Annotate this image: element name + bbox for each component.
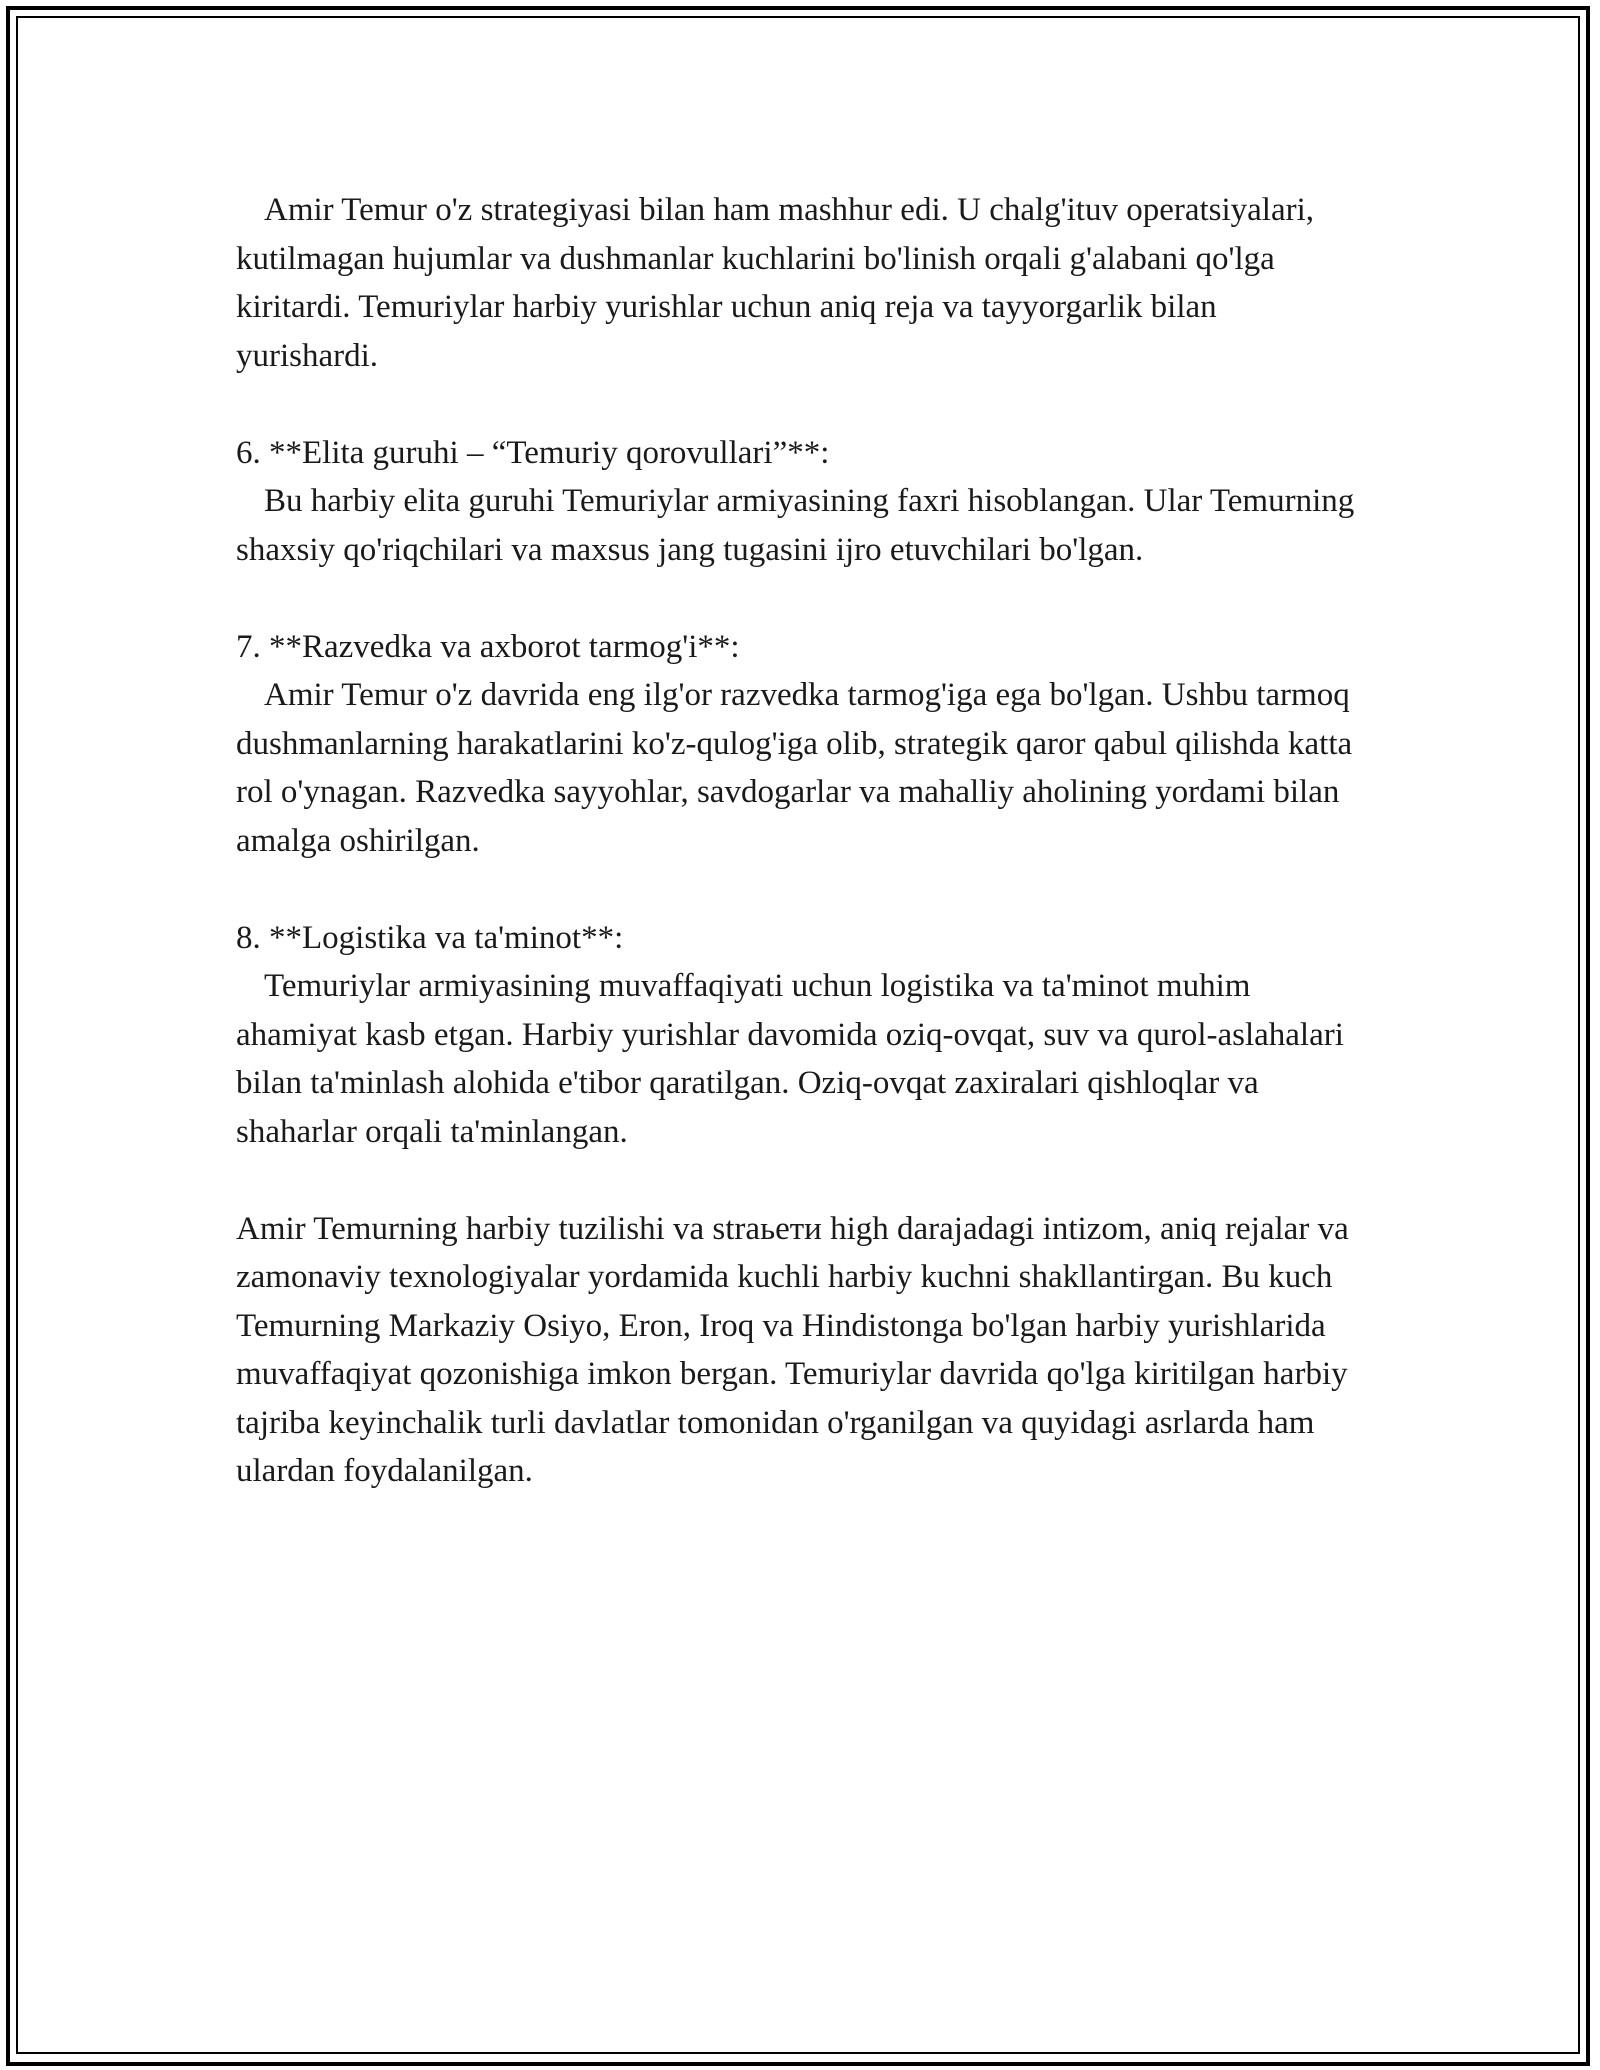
conclusion-paragraph: Amir Temurning harbiy tuzilishi va straьети high darajadagi intizom, aniq rejalar va zamonaviy texnologiyalar yordamida kuchli harbiy kuchni shakllantirgan. Bu kuch Temurning Markaziy Osiyo, Eron, Iroq va Hindistonga bo'lgan harbiy yurishlarida muvaffaqiyat qozonishiga imkon bergan. Temuriylar davrida qo'lga kiritilgan harbiy tajriba keyinchalik turli davlatlar tomonidan o'rganilgan va quyidagi asrlarda ham ulardan foydalanilgan.: [236, 1210, 1357, 1489]
section-heading-6: 6. **Elita guruhi – “Temuriy qorovullari”**:: [236, 434, 830, 471]
spacer: [236, 865, 1366, 914]
section-heading-7: 7. **Razvedka va axborot tarmog'i**:: [236, 628, 740, 665]
section-body-7: Amir Temur o'z davrida eng ilg'or razvedka tarmog'iga ega bo'lgan. Ushbu tarmoq dushmanlarning harakatlarini ko'z-qulog'iga olib, strategik qaror qabul qilishda katta rol o'ynagan. Razvedka sayyohlar, savdogarlar va mahalliy aholining yordami bilan amalga oshirilgan.: [236, 677, 1361, 859]
spacer: [236, 574, 1366, 623]
section-body-6: Bu harbiy elita guruhi Temuriylar armiyasining faxri hisoblangan. Ular Temurning shaxsiy qo'riqchilari va maxsus jang tugasini ijro etuvchilari bo'lgan.: [236, 483, 1363, 568]
spacer: [236, 1156, 1366, 1205]
intro-paragraph: Amir Temur o'z strategiyasi bilan ham mashhur edi. U chalg'ituv operatsiyalari, kutilmagan hujumlar va dushmanlar kuchlarini bo'linish orqali g'alabani qo'lga kiritardi. Temuriylar harbiy yurishlar uchun aniq reja va tayyorgarlik bilan yurishardi.: [236, 192, 1323, 374]
section-body-8: Temuriylar armiyasining muvaffaqiyati uchun logistika va ta'minot muhim ahamiyat kasb etgan. Harbiy yurishlar davomida oziq-ovqat, suv va qurol-aslahalari bilan ta'minlash alohida e'tibor qaratilgan. Oziq-ovqat zaxiralari qishloqlar va shaharlar orqali ta'minlangan.: [236, 968, 1353, 1150]
section-heading-8: 8. **Logistika va ta'minot**:: [236, 919, 624, 956]
spacer: [236, 380, 1366, 429]
document-body: [236, 186, 1366, 1496]
